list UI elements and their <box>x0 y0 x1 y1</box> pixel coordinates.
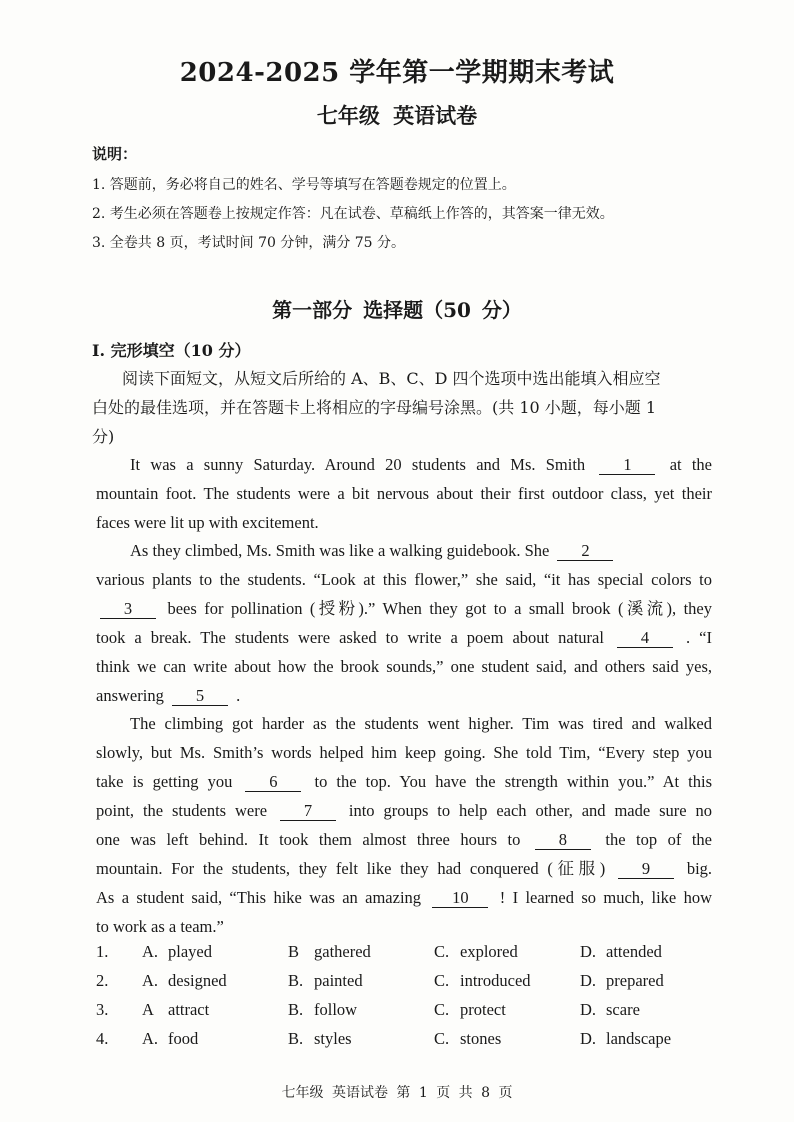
passage-text: took a break. The students were asked to write a poem about natural <box>96 628 604 647</box>
option-b <box>288 971 363 991</box>
option-text: landscape <box>606 1029 672 1048</box>
passage-line <box>96 536 712 565</box>
passage-text: at the <box>669 455 712 474</box>
passage-text: It was a sunny Saturday. Around 20 students and Ms. Smith <box>130 455 586 474</box>
option-letter: A <box>142 1000 154 1019</box>
option-text: follow <box>314 1000 358 1019</box>
option-letter: C. <box>434 1029 450 1048</box>
passage-line: slowly, but Ms. Smith’s words helped him keep going. She told Tim, “Every step you <box>96 743 712 762</box>
option-a <box>142 971 227 991</box>
option-b <box>288 1000 357 1020</box>
option-d <box>580 1000 640 1020</box>
passage-line <box>96 825 712 854</box>
option-letter: D. <box>580 942 597 961</box>
option-c <box>434 942 518 962</box>
question-number: 4. <box>96 1029 109 1048</box>
passage-text: to the top. You have the strength within you.” At this <box>314 772 712 791</box>
option-c <box>434 1000 506 1020</box>
option-text: attract <box>168 1000 210 1019</box>
passage-line <box>96 854 712 883</box>
passage-paragraph-3 <box>96 709 712 941</box>
passage-line <box>96 796 712 825</box>
note-item-3: 3. 全卷共 8 页，考试时间 70 分钟，满分 75 分。 <box>92 235 406 251</box>
passage-text: As they climbed, Ms. Smith was like a walking guidebook. She <box>130 541 550 560</box>
option-text: gathered <box>314 942 371 961</box>
question-row <box>96 971 716 1000</box>
blank-1: 1 <box>599 456 655 475</box>
instruction-line: 白处的最佳选项，并在答题卡上将相应的字母编号涂黑。(共 10 小题，每小题 1 <box>92 398 657 417</box>
option-a <box>142 942 212 962</box>
option-text: styles <box>314 1029 352 1048</box>
blank-3: 3 <box>100 600 156 619</box>
section-instructions <box>92 364 710 451</box>
passage-paragraph-2 <box>96 536 712 710</box>
question-number: 3. <box>96 1000 109 1019</box>
passage-paragraph-1 <box>96 450 712 537</box>
option-letter: B. <box>288 1029 304 1048</box>
option-text: played <box>168 942 212 961</box>
passage-text: take is getting you <box>96 772 233 791</box>
blank-4: 4 <box>617 629 673 648</box>
option-text: prepared <box>606 971 664 990</box>
passage-text: As a student said, “This hike was an amazing <box>96 888 422 907</box>
blank-9: 9 <box>618 860 674 879</box>
blank-8: 8 <box>535 831 591 850</box>
passage-line <box>96 767 712 796</box>
passage-text: ! I learned so much, like how <box>499 888 713 907</box>
question-row <box>96 1000 716 1029</box>
option-letter: B. <box>288 971 304 990</box>
option-d <box>580 1029 671 1049</box>
passage-line <box>96 450 712 479</box>
passage-line: various plants to the students. “Look at this flower,” she said, “it has special colors to <box>96 570 712 589</box>
passage-text: point, the students were <box>96 801 268 820</box>
passage-text: into groups to help each other, and made sure no <box>348 801 712 820</box>
passage-text: . “I <box>686 628 712 647</box>
option-letter: D. <box>580 1000 597 1019</box>
option-d <box>580 971 664 991</box>
option-b <box>288 1029 352 1049</box>
option-text: introduced <box>460 971 531 990</box>
option-letter: A. <box>142 1029 159 1048</box>
option-text: protect <box>460 1000 506 1019</box>
option-a <box>142 1000 209 1020</box>
option-c <box>434 971 531 991</box>
question-number: 2. <box>96 971 109 990</box>
option-letter: A. <box>142 971 159 990</box>
instruction-line: 阅读下面短文，从短文后所给的 A、B、C、D 四个选项中选出能填入相应空 <box>122 369 661 388</box>
section-heading: I. 完形填空（10 分） <box>92 341 251 360</box>
note-item-2: 2. 考生必须在答题卷上按规定作答：凡在试卷、草稿纸上作答的，其答案一律无效。 <box>92 206 614 222</box>
passage-text: . <box>236 686 241 705</box>
blank-6: 6 <box>245 773 301 792</box>
option-letter: C. <box>434 942 450 961</box>
passage-line: The climbing got harder as the students went higher. Tim was tired and walked <box>130 714 712 733</box>
notes-heading: 说明： <box>92 145 138 163</box>
option-text: designed <box>168 971 227 990</box>
option-a <box>142 1029 198 1049</box>
page-footer: 七年级 英语试卷 第 1 页 共 8 页 <box>281 1085 513 1101</box>
passage-line <box>96 594 712 623</box>
passage-line: faces were lit up with excitement. <box>96 513 319 532</box>
option-letter: C. <box>434 1000 450 1019</box>
option-letter: B <box>288 942 300 961</box>
passage-line <box>96 883 712 912</box>
passage-text: answering <box>96 686 164 705</box>
option-letter: B. <box>288 1000 304 1019</box>
option-c <box>434 1029 501 1049</box>
question-number: 1. <box>96 942 109 961</box>
passage-line <box>96 681 712 710</box>
passage-text: one was left behind. It took them almost three hours to <box>96 830 521 849</box>
passage-text: mountain. For the students, they felt like they had conquered (征服) <box>96 859 606 878</box>
passage-text: bees for pollination (授粉).” When they got to a small brook (溪流), they <box>167 599 712 618</box>
passage-line <box>96 623 712 652</box>
instruction-line: 分) <box>92 427 115 446</box>
exam-title: 2024-2025 学年第一学期期末考试 <box>179 58 615 88</box>
passage-line: to work as a team.” <box>96 917 224 936</box>
option-text: food <box>168 1029 199 1048</box>
part-title: 第一部分 选择题（50 分） <box>272 298 522 322</box>
blank-7: 7 <box>280 802 336 821</box>
option-text: explored <box>460 942 518 961</box>
note-item-1: 1. 答题前，务必将自己的姓名、学号等填写在答题卷规定的位置上。 <box>92 177 516 193</box>
exam-subtitle: 七年级 英语试卷 <box>316 103 478 128</box>
question-options <box>96 942 716 1058</box>
passage-line: mountain foot. The students were a bit nervous about their first outdoor class, yet their <box>96 484 712 503</box>
option-letter: A. <box>142 942 159 961</box>
blank-2: 2 <box>557 542 613 561</box>
passage-text: the top of the <box>605 830 712 849</box>
question-row <box>96 1029 716 1058</box>
blank-5: 5 <box>172 687 228 706</box>
passage-text: big. <box>686 859 713 878</box>
option-text: stones <box>460 1029 502 1048</box>
option-text: painted <box>314 971 363 990</box>
option-letter: D. <box>580 971 597 990</box>
passage-line: think we can write about how the brook sounds,” one student said, and others said yes, <box>96 657 712 676</box>
question-row <box>96 942 716 971</box>
option-text: attended <box>606 942 662 961</box>
option-letter: C. <box>434 971 450 990</box>
option-b <box>288 942 371 962</box>
option-letter: D. <box>580 1029 597 1048</box>
option-d <box>580 942 662 962</box>
blank-10: 10 <box>432 889 488 908</box>
option-text: scare <box>606 1000 640 1019</box>
